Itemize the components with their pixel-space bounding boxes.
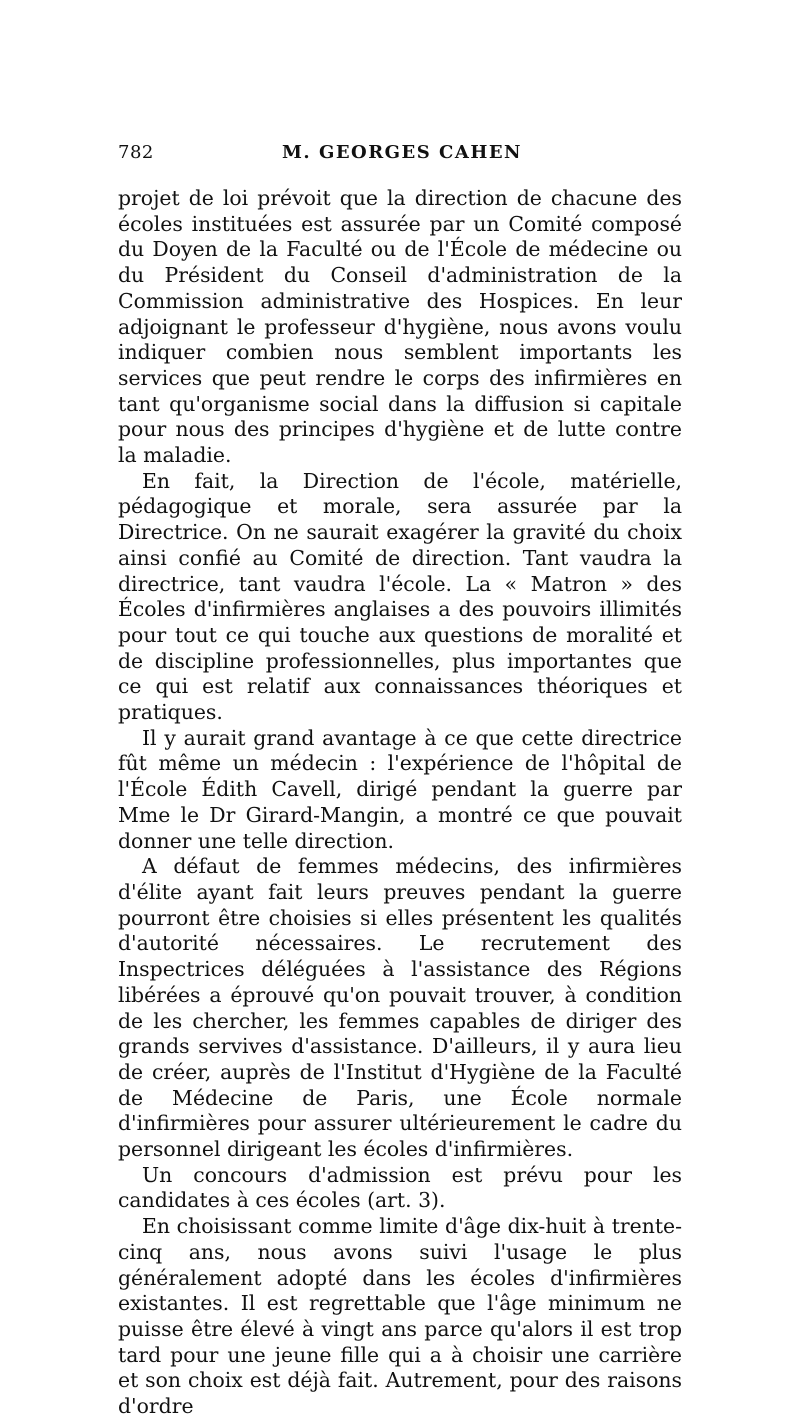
paragraph-medecin: Il y aurait grand avantage à ce que cette directrice fût même un médecin : l'expérience de l'hôpital de l'École Édith Cavell, dirigé pendant la guerre par Mme le Dr Girard-Mangin, a montré ce que pouvait donner une telle direction. xyxy=(118,725,682,853)
body-text xyxy=(118,186,682,1420)
running-title: M. GEORGES CAHEN xyxy=(281,142,523,163)
paragraph-direction: En fait, la Direction de l'école, matérielle, pédagogique et morale, sera assurée par la Directrice. On ne saurait exagérer la gravité du choix ainsi confié au Comité de direction. Tant vaudra la directrice, tant vaudra l'école. La « Matron » des Écoles d'infirmières anglaises a des pouvoirs illimités pour tout ce qui touche aux questions de moralité et de discipline professionnelles, plus importantes que ce qui est relatif aux connaissances théoriques et pratiques. xyxy=(118,468,682,725)
paragraph-continuation: projet de loi prévoit que la direction de chacune des écoles instituées est assurée par un Comité composé du Doyen de la Faculté ou de l'École de médecine ou du Président du Conseil d'administration de la Commission administrative des Hospices. En leur adjoignant le professeur d'hygiène, nous avons voulu indiquer combien nous semblent importants les services que peut rendre le corps des infirmières en tant qu'organisme social dans la diffusion si capitale pour nous des principes d'hygiène et de lutte contre la maladie. xyxy=(118,186,682,468)
page-number: 782 xyxy=(118,142,154,163)
paragraph-concours: Un concours d'admission est prévu pour les candidates à ces écoles (art. 3). xyxy=(118,1162,682,1213)
paragraph-limite-age: En choisissant comme limite d'âge dix-huit à trente-cinq ans, nous avons suivi l'usage le plus généralement adopté dans les écoles d'infirmières existantes. Il est regrettable que l'âge minimum ne puisse être élevé à vingt ans parce qu'alors il est trop tard pour une jeune fille qui a à choisir une carrière et son choix est déjà fait. Autrement, pour des raisons d'ordre xyxy=(118,1214,682,1419)
page-header xyxy=(118,142,686,170)
paragraph-infirmieres-elite: A défaut de femmes médecins, des infirmières d'élite ayant fait leurs preuves pendant la guerre pourront être choisies si elles présentent les qualités d'autorité nécessaires. Le recrutement des Inspectrices déléguées à l'assistance des Régions libérées a éprouvé qu'on pouvait trouver, à condition de les chercher, les femmes capables de diriger des grands servives d'assistance. D'ailleurs, il y aura lieu de créer, auprès de l'Institut d'Hygiène de la Faculté de Médecine de Paris, une École normale d'infirmières pour assurer ultérieurement le cadre du personnel dirigeant les écoles d'infirmières. xyxy=(118,854,682,1162)
